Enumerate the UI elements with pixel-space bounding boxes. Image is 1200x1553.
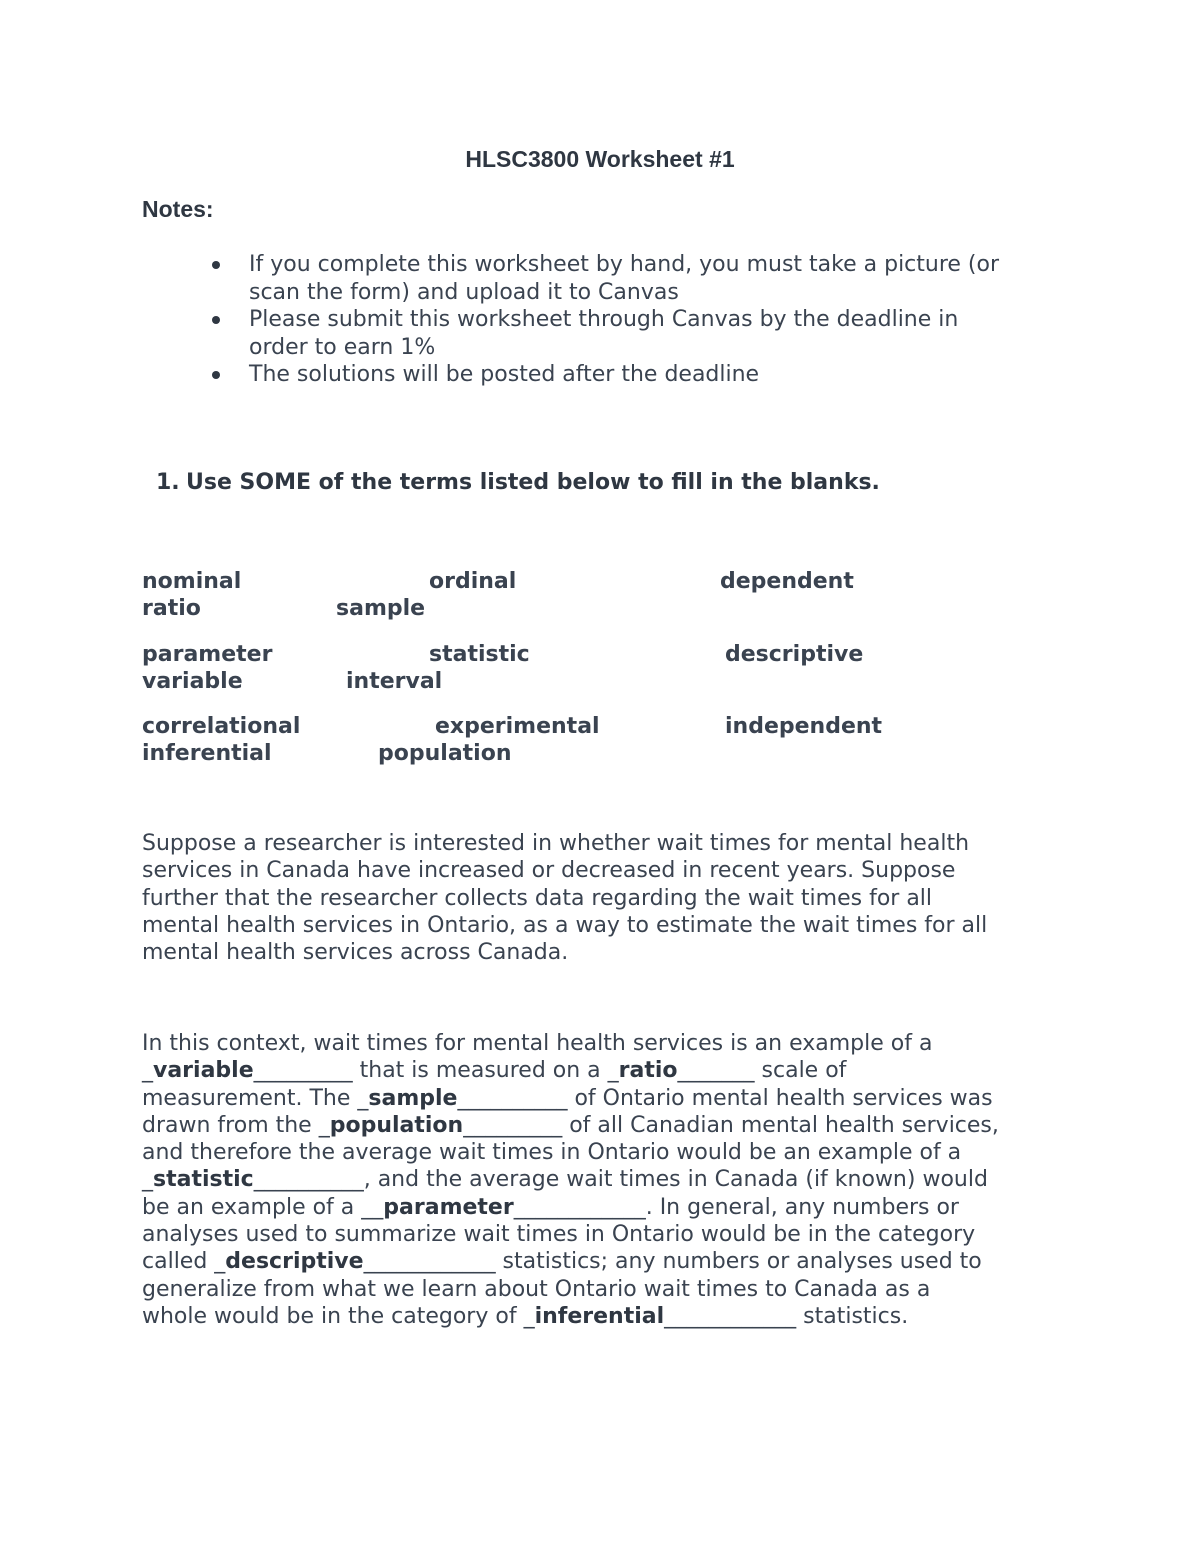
notes-item-line: The solutions will be posted after the deadline	[249, 362, 760, 387]
fill-line	[142, 1303, 1072, 1330]
notes-item-line: order to earn 1%	[249, 334, 436, 360]
text: drawn from the _	[142, 1112, 330, 1138]
text: and therefore the average wait times in Ontario would be an example of a	[142, 1140, 962, 1166]
text: ____________ statistics.	[664, 1303, 909, 1329]
fill-line	[142, 1085, 1072, 1112]
answer-parameter: parameter	[383, 1194, 514, 1220]
term: experimental	[435, 714, 600, 739]
text: whole would be in the category of _	[142, 1303, 535, 1329]
answer-variable: variable	[153, 1058, 254, 1084]
fill-line	[142, 1139, 1072, 1166]
text: measurement. The _	[142, 1085, 369, 1111]
fill-line	[142, 1276, 1072, 1303]
fill-line	[142, 1194, 1072, 1221]
term: sample	[336, 596, 426, 621]
scenario-paragraph	[142, 830, 1072, 966]
text: __________, and the average wait times in Canada (if known) would	[253, 1167, 988, 1193]
text: _	[142, 1167, 153, 1193]
text: generalize from what we learn about Ontario wait times to Canada as a	[142, 1276, 931, 1302]
text: _________ that is measured on a _	[253, 1058, 619, 1084]
text: _	[142, 1058, 153, 1084]
term: statistic	[429, 642, 530, 667]
term: independent	[725, 714, 883, 739]
page-title: HLSC3800 Worksheet #1	[465, 146, 735, 172]
text: ____________ statistics; any numbers or analyses used to	[363, 1249, 982, 1275]
term: descriptive	[725, 642, 864, 667]
text: called _	[142, 1249, 226, 1275]
term: inferential	[142, 741, 272, 766]
notes-item-line: scan the form) and upload it to Canvas	[249, 279, 679, 305]
notes-heading: Notes:	[142, 196, 214, 222]
term: interval	[346, 669, 443, 694]
answer-ratio: ratio	[618, 1058, 678, 1084]
bullet-icon	[212, 371, 220, 379]
fill-line	[142, 1112, 1072, 1139]
bullet-icon	[212, 261, 220, 269]
notes-item	[142, 361, 1072, 389]
scenario-line: Suppose a researcher is interested in whether wait times for mental health	[142, 831, 970, 856]
fill-line	[142, 1057, 1072, 1084]
text: In this context, wait times for mental health services is an example of a	[142, 1031, 933, 1056]
term: correlational	[142, 714, 301, 739]
scenario-line: mental health services across Canada.	[142, 940, 569, 966]
answer-population: population	[329, 1112, 464, 1138]
term: nominal	[142, 569, 242, 594]
answer-statistic: statistic	[153, 1167, 254, 1193]
scenario-line: mental health services in Ontario, as a way to estimate the wait times for all	[142, 912, 988, 938]
scenario-line: further that the researcher collects data regarding the wait times for all	[142, 885, 933, 911]
notes-item-line: If you complete this worksheet by hand, you must take a picture (or	[249, 252, 1000, 277]
text: _______ scale of	[677, 1058, 847, 1084]
notes-item-line: Please submit this worksheet through Canvas by the deadline in	[249, 307, 959, 332]
notes-item	[142, 251, 1072, 306]
text: ____________. In general, any numbers or	[513, 1194, 959, 1220]
scenario-line: services in Canada have increased or decreased in recent years. Suppose	[142, 858, 956, 884]
fill-line	[142, 1030, 1072, 1057]
term: ratio	[142, 596, 201, 621]
question-text: Use SOME of the terms listed below to fill in the blanks.	[186, 470, 880, 495]
bullet-icon	[212, 316, 220, 324]
term: parameter	[142, 642, 273, 667]
text: _________ of all Canadian mental health services,	[463, 1112, 999, 1138]
answer-sample: sample	[368, 1085, 458, 1111]
fill-line	[142, 1248, 1072, 1275]
text: __________ of Ontario mental health services was	[457, 1085, 993, 1111]
answer-descriptive: descriptive	[225, 1249, 364, 1275]
notes-item	[142, 306, 1072, 361]
text: be an example of a __	[142, 1194, 384, 1220]
term: population	[378, 741, 512, 766]
fill-line	[142, 1166, 1072, 1193]
term: ordinal	[429, 569, 517, 594]
term: variable	[142, 669, 243, 694]
question-heading	[156, 470, 880, 495]
text: analyses used to summarize wait times in Ontario would be in the category	[142, 1222, 976, 1248]
answer-inferential: inferential	[534, 1303, 665, 1329]
fill-in-paragraph	[142, 1030, 1072, 1330]
term: dependent	[720, 569, 854, 594]
question-number: 1.	[156, 470, 180, 495]
notes-list	[142, 251, 1072, 389]
fill-line	[142, 1221, 1072, 1248]
